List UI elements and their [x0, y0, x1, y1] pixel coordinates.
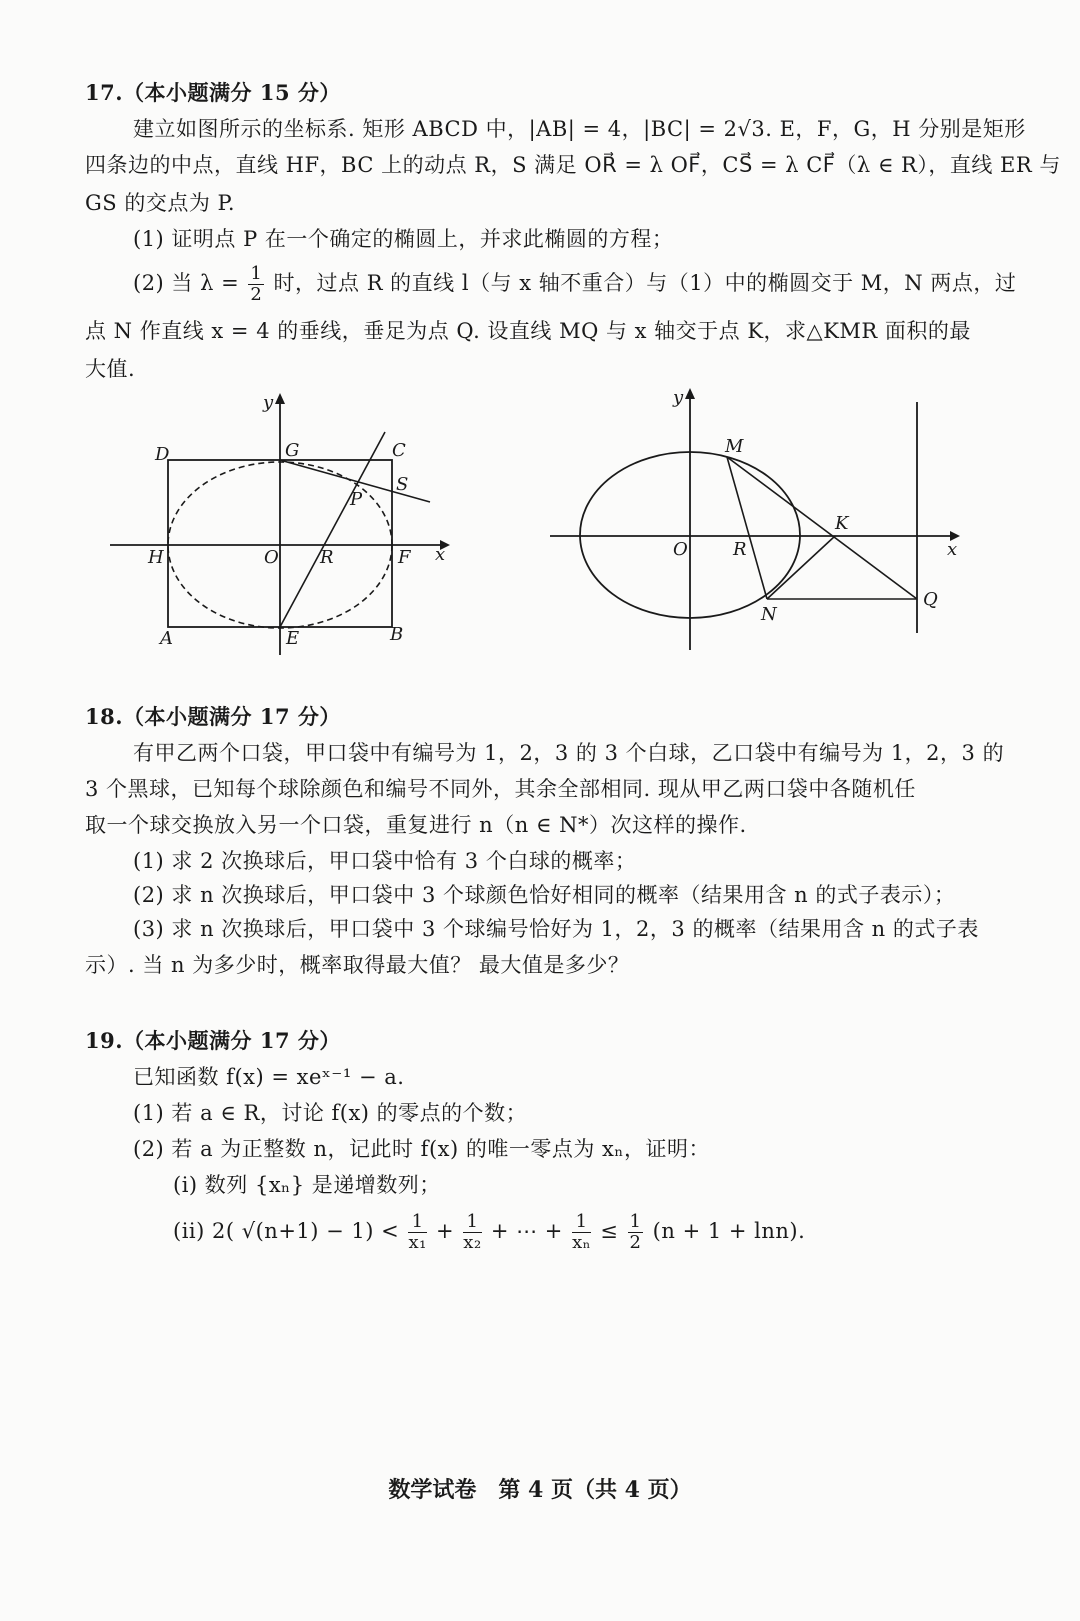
page-footer: 数学试卷 第 4 页（共 4 页）: [388, 1477, 692, 1503]
y-axis-arrow: [275, 393, 285, 404]
label-c: C: [392, 440, 406, 461]
label-k: K: [835, 513, 849, 534]
q17-part2-rest: 时，过点 R 的直线 l（与 x 轴不重合）与（1）中的椭圆交于 M，N 两点，过: [273, 271, 1017, 295]
figure-ellipse-chords: [545, 385, 975, 660]
q19-sub-i: (i) 数列 {xₙ} 是递增数列；: [173, 1173, 441, 1197]
label-p: P: [350, 489, 363, 510]
fraction-denominator: x₂: [463, 1232, 482, 1253]
fraction-numerator: 1: [463, 1212, 481, 1233]
fraction-denominator: x₁: [408, 1232, 427, 1253]
y-axis-arrow: [685, 388, 695, 399]
q17-header: 17.（本小题满分 15 分）: [85, 80, 341, 105]
segment-nk: [767, 536, 835, 599]
fraction-1-over-x1: [408, 1212, 426, 1253]
label-m: M: [725, 436, 744, 457]
label-d: D: [155, 444, 170, 465]
label-x: x: [435, 544, 446, 565]
inequality-left: (ii) 2( √(n+1) − 1) <: [173, 1219, 400, 1243]
label-r: R: [320, 547, 334, 568]
less-equal-sign: ≤: [600, 1219, 619, 1243]
label-a: A: [160, 628, 173, 649]
q18-line7: 示）. 当 n 为多少时，概率取得最大值？ 最大值是多少？: [85, 953, 630, 977]
fraction-denominator: 2: [629, 1232, 642, 1253]
q17-line1: 建立如图所示的坐标系. 矩形 ABCD 中，|AB| = 4，|BC| = 2√3. E，F，G，H 分别是矩形: [133, 117, 1026, 141]
q18-line2: 3 个黑球，已知每个球除颜色和编号不同外，其余全部相同. 现从甲乙两口袋中各随机任: [85, 777, 916, 801]
q17-line3: GS 的交点为 P.: [85, 191, 236, 215]
label-q: Q: [923, 589, 938, 610]
fraction-numerator: 1: [572, 1212, 591, 1233]
fraction-numerator: 1: [250, 263, 263, 284]
q17-part2: [133, 264, 1016, 305]
fraction-numerator: 1: [408, 1212, 426, 1233]
q19-sub-ii: [173, 1212, 805, 1253]
fraction-1-over-x2: [463, 1212, 481, 1253]
label-r: R: [733, 539, 747, 560]
figure-rectangle-ellipse: [100, 390, 460, 660]
label-n: N: [761, 604, 777, 625]
line-er: [280, 432, 385, 627]
q17-line2: 四条边的中点，直线 HF，BC 上的动点 R，S 满足 OR⃗ = λ OF⃗，CS⃗ = λ CF⃗（λ ∈ R），直线 ER 与: [85, 153, 1061, 177]
inequality-right: (n + 1 + lnn).: [652, 1219, 806, 1243]
q18-line3: 取一个球交换放入另一个口袋，重复进行 n（n ∈ N*）次这样的操作.: [85, 813, 747, 837]
label-f: F: [398, 547, 411, 568]
q17-line7: 大值.: [85, 357, 136, 381]
label-y: y: [263, 392, 274, 413]
lambda-fraction: [248, 264, 264, 305]
fraction-denominator: xₙ: [572, 1232, 592, 1253]
label-e: E: [286, 628, 300, 649]
fraction-denominator: 2: [250, 284, 263, 305]
line-mq: [727, 457, 917, 599]
label-b: B: [390, 624, 404, 645]
q17-part2-start: (2) 当 λ =: [133, 271, 240, 295]
q17-part1: (1) 证明点 P 在一个确定的椭圆上，并求此椭圆的方程；: [133, 227, 674, 251]
q19-part1: (1) 若 a ∈ R，讨论 f(x) 的零点的个数；: [133, 1101, 528, 1125]
label-g: G: [285, 440, 300, 461]
ellipsis-sum: + ⋯ +: [490, 1219, 563, 1243]
q18-part2: (2) 求 n 次换球后，甲口袋中 3 个球颜色恰好相同的概率（结果用含 n 的式子表示）；: [133, 883, 956, 907]
q19-header: 19.（本小题满分 17 分）: [85, 1028, 341, 1053]
q19-line1: 已知函数 f(x) = xeˣ⁻¹ − a.: [133, 1065, 405, 1089]
q18-header: 18.（本小题满分 17 分）: [85, 704, 341, 729]
q18-part3: (3) 求 n 次换球后，甲口袋中 3 个球编号恰好为 1，2，3 的概率（结果用含 n 的式子表: [133, 917, 979, 941]
label-o: O: [673, 539, 688, 560]
fraction-numerator: 1: [629, 1211, 642, 1232]
label-h: H: [148, 547, 164, 568]
chord-mn: [727, 457, 767, 599]
q17-line6: 点 N 作直线 x = 4 的垂线，垂足为点 Q. 设直线 MQ 与 x 轴交于点 K，求△KMR 面积的最: [85, 319, 971, 343]
q18-line1: 有甲乙两个口袋，甲口袋中有编号为 1，2，3 的 3 个白球，乙口袋中有编号为 1，2，3 的: [133, 741, 1005, 765]
label-x: x: [947, 539, 958, 560]
q19-part2: (2) 若 a 为正整数 n，记此时 f(x) 的唯一零点为 xₙ，证明：: [133, 1137, 710, 1161]
label-o: O: [264, 547, 279, 568]
q18-part1: (1) 求 2 次换球后，甲口袋中恰有 3 个白球的概率；: [133, 849, 637, 873]
fraction-1-over-xn: [572, 1212, 591, 1253]
fraction-one-half: [628, 1212, 644, 1253]
label-s: S: [396, 474, 409, 495]
plus-sign: +: [436, 1219, 455, 1243]
label-y: y: [673, 387, 684, 408]
